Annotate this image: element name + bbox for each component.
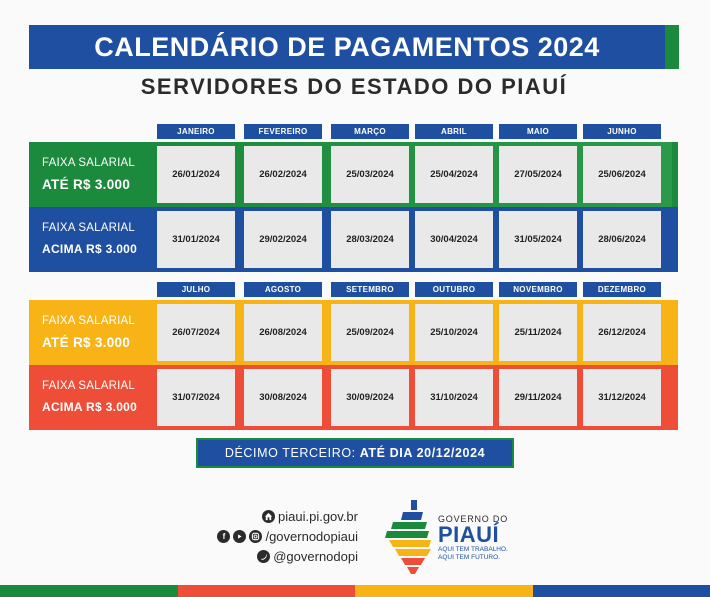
decimo-value: ATÉ DIA 20/12/2024 — [359, 446, 486, 460]
facebook-icon: f — [217, 530, 230, 543]
month-header: ABRIL — [415, 124, 493, 139]
band-title: FAIXA SALARIAL — [42, 380, 135, 392]
month-header: AGOSTO — [244, 282, 322, 297]
band-range: ATÉ R$ 3.000 — [42, 177, 131, 192]
row-ate-3000 — [29, 142, 679, 207]
piaui-map-icon — [383, 496, 439, 578]
date-cell: 30/09/2024 — [331, 369, 409, 426]
twitter-icon — [257, 550, 270, 563]
date-cell: 27/05/2024 — [499, 146, 577, 203]
date-cell: 26/02/2024 — [244, 146, 322, 203]
title-accent — [665, 25, 679, 69]
month-header: FEVEREIRO — [244, 124, 322, 139]
page-subtitle: SERVIDORES DO ESTADO DO PIAUÍ — [140, 74, 568, 99]
page-title: CALENDÁRIO DE PAGAMENTOS 2024 — [29, 25, 665, 69]
title-banner — [29, 25, 679, 69]
date-cell: 31/05/2024 — [499, 211, 577, 268]
site-link-row[interactable] — [198, 507, 358, 526]
salary-band-label — [29, 142, 156, 207]
governo-piaui-logo — [383, 496, 523, 578]
date-cell: 31/12/2024 — [583, 369, 661, 426]
social-handle[interactable]: /governodopiaui — [265, 529, 358, 544]
decimo-terceiro-banner — [196, 438, 514, 468]
date-cell: 25/10/2024 — [415, 304, 493, 361]
logo-line4: AQUI TEM FUTURO. — [438, 554, 500, 561]
date-cell: 30/04/2024 — [415, 211, 493, 268]
date-cell: 25/03/2024 — [331, 146, 409, 203]
band-range: ACIMA R$ 3.000 — [42, 400, 138, 414]
month-header: JANEIRO — [157, 124, 235, 139]
band-title: FAIXA SALARIAL — [42, 157, 135, 169]
instagram-icon — [249, 530, 262, 543]
date-cell: 26/07/2024 — [157, 304, 235, 361]
youtube-icon — [233, 530, 246, 543]
salary-band-label — [29, 207, 156, 272]
month-header: OUTUBRO — [415, 282, 493, 297]
row-acima-3000 — [29, 207, 679, 272]
date-cell: 25/06/2024 — [583, 146, 661, 203]
month-header: JULHO — [157, 282, 235, 297]
month-header: MAIO — [499, 124, 577, 139]
site-link[interactable]: piaui.pi.gov.br — [278, 509, 358, 524]
date-cell: 28/03/2024 — [331, 211, 409, 268]
row-acima-3000 — [29, 365, 679, 430]
month-header: MARÇO — [331, 124, 409, 139]
logo-line2: PIAUÍ — [438, 522, 500, 547]
salary-band-label — [29, 300, 156, 365]
date-cell: 28/06/2024 — [583, 211, 661, 268]
date-cell: 25/11/2024 — [499, 304, 577, 361]
date-cell: 30/08/2024 — [244, 369, 322, 426]
date-cell: 29/02/2024 — [244, 211, 322, 268]
date-cell: 26/08/2024 — [244, 304, 322, 361]
month-header: NOVEMBRO — [499, 282, 577, 297]
date-cell: 25/04/2024 — [415, 146, 493, 203]
date-cell: 29/11/2024 — [499, 369, 577, 426]
band-range: ACIMA R$ 3.000 — [42, 242, 138, 256]
row-ate-3000 — [29, 300, 679, 365]
home-icon — [262, 510, 275, 523]
band-title: FAIXA SALARIAL — [42, 315, 135, 327]
date-cell: 25/09/2024 — [331, 304, 409, 361]
month-header: JUNHO — [583, 124, 661, 139]
social-links — [198, 507, 358, 567]
logo-line3: AQUI TEM TRABALHO. — [438, 546, 508, 553]
salary-band-label — [29, 365, 156, 430]
band-title: FAIXA SALARIAL — [42, 222, 135, 234]
decimo-label: DÉCIMO TERCEIRO: — [224, 446, 356, 460]
social-handle-row[interactable] — [198, 527, 358, 546]
date-cell: 31/01/2024 — [157, 211, 235, 268]
month-header: SETEMBRO — [331, 282, 409, 297]
month-header-row — [157, 282, 672, 297]
date-cell: 26/01/2024 — [157, 146, 235, 203]
date-cell: 31/10/2024 — [415, 369, 493, 426]
month-header: DEZEMBRO — [583, 282, 661, 297]
band-range: ATÉ R$ 3.000 — [42, 335, 131, 350]
twitter-handle[interactable]: @governodopi — [273, 549, 358, 564]
month-header-row — [157, 124, 672, 139]
twitter-row[interactable] — [198, 547, 358, 566]
logo-line1: GOVERNO DO — [438, 514, 509, 524]
date-cell: 31/07/2024 — [157, 369, 235, 426]
bottom-color-stripe — [0, 585, 710, 597]
date-cell: 26/12/2024 — [583, 304, 661, 361]
